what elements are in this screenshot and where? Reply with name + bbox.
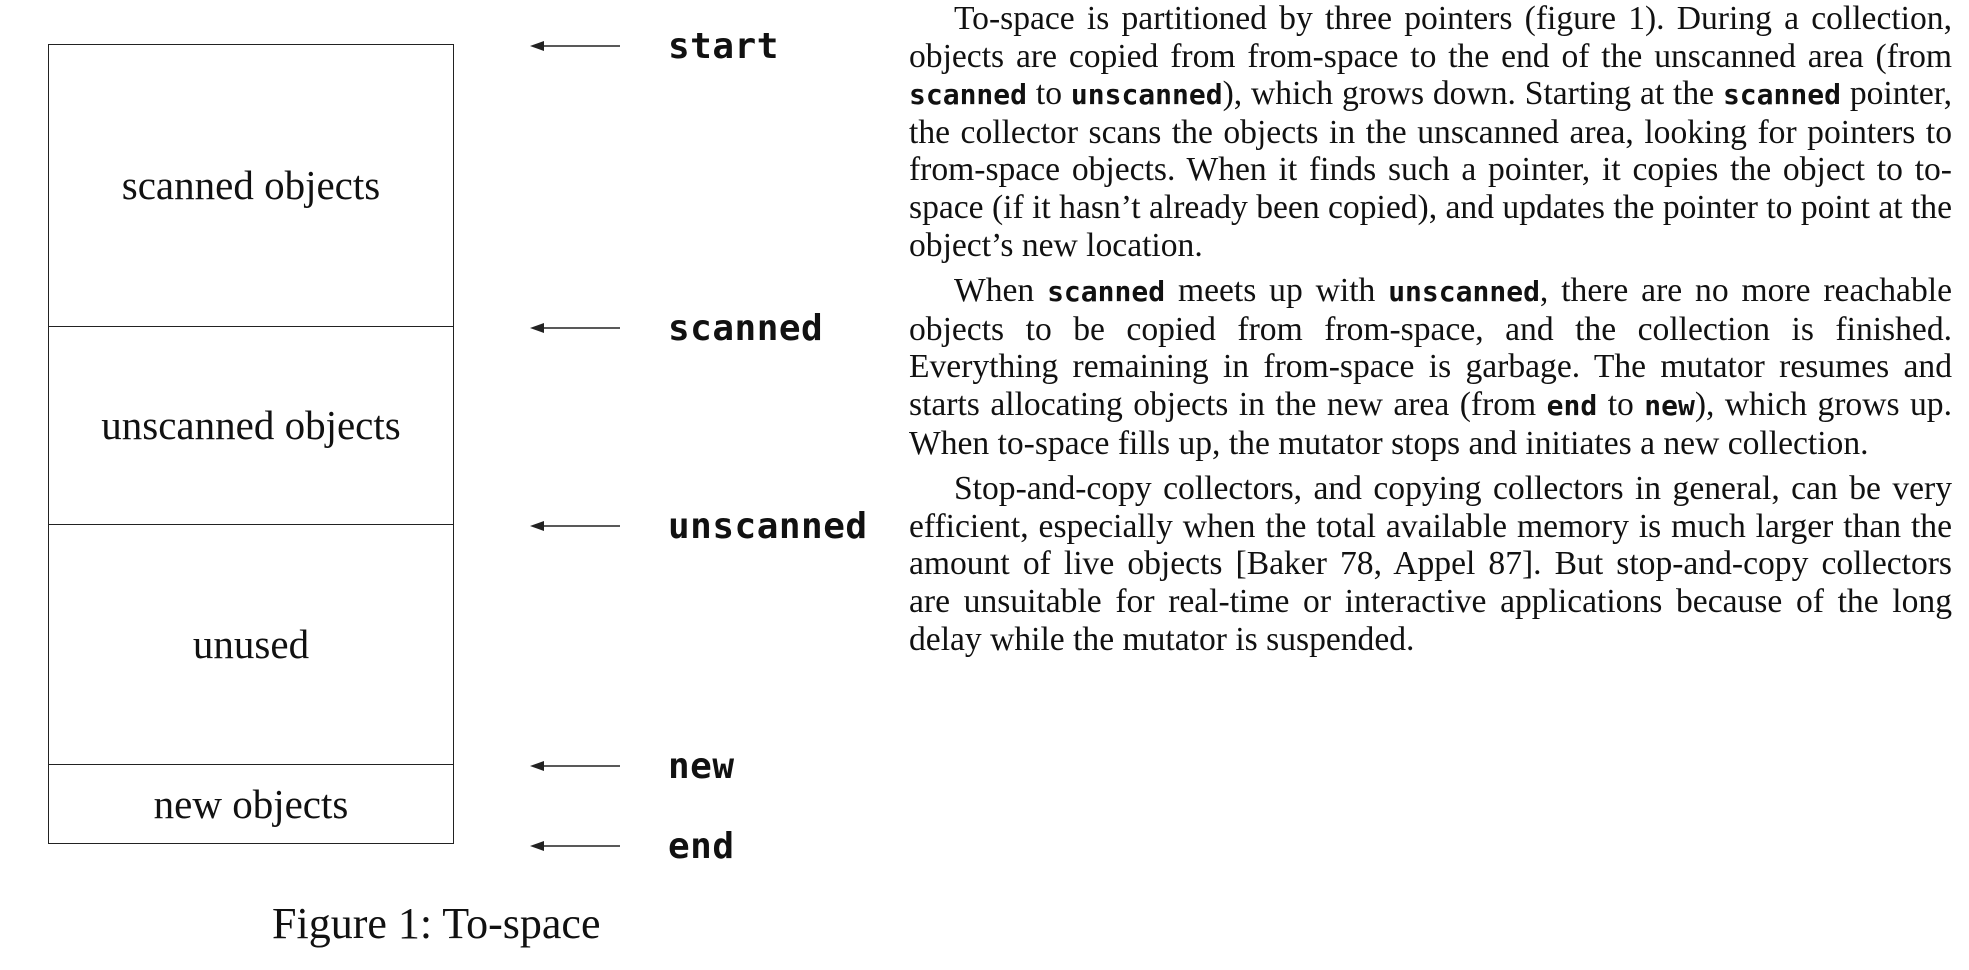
figure-caption: Figure 1: To-space bbox=[272, 899, 601, 948]
pointer-start bbox=[530, 24, 779, 68]
pointer-label-new: new bbox=[668, 745, 735, 787]
paragraph: When scanned meets up with unscanned, there are no more reachable objects to be copied from from-space, and the collection is finished. Everything remaining in from-space is garbage. The mutator resumes and starts allocating objects in the new area (from end to new), which grows up. When to-space fills up, the mutator stops and initiates a new collection. bbox=[909, 272, 1952, 462]
pointer-end bbox=[530, 824, 735, 868]
scanned-objects-region bbox=[48, 44, 454, 326]
region-label-new-objects: new objects bbox=[153, 781, 349, 827]
left-arrow-icon bbox=[530, 36, 620, 56]
paragraph: Stop-and-copy collectors, and copying collectors in general, can be very efficient, especially when the total available memory is much larger than the amount of live objects [Baker 78, Appel 87]. But stop-and-copy collectors are unsuitable for real-time or interactive applications because of the long delay while the mutator is suspended. bbox=[909, 470, 1952, 658]
inline-code: scanned bbox=[1722, 78, 1841, 112]
inline-code: unscanned bbox=[1388, 275, 1540, 309]
unused-region bbox=[48, 524, 454, 764]
left-arrow-icon bbox=[530, 836, 620, 856]
body-text bbox=[909, 0, 1952, 658]
left-arrow-icon bbox=[530, 756, 620, 776]
pointer-scanned bbox=[530, 306, 823, 350]
inline-code: scanned bbox=[909, 78, 1028, 112]
pointer-unscanned bbox=[530, 504, 868, 548]
unscanned-objects-region bbox=[48, 326, 454, 524]
pointer-label-scanned: scanned bbox=[668, 307, 824, 349]
pointer-label-end: end bbox=[668, 825, 735, 867]
pointer-label-unscanned: unscanned bbox=[668, 505, 868, 547]
region-label-unused: unused bbox=[192, 621, 310, 667]
inline-code: new bbox=[1644, 388, 1695, 422]
paragraph: To-space is partitioned by three pointers (figure 1). During a collection, objects are copied from from-space to the end of the unscanned area (from scanned to unscanned), which grows down. Starting at the scanned pointer, the collector scans the objects in the unscanned area, looking for pointers to from-space objects. When it finds such a pointer, it copies the object to to-space (if it hasn’t already been copied), and updates the pointer to point at the object’s new location. bbox=[909, 0, 1952, 264]
inline-code: end bbox=[1546, 388, 1598, 422]
region-label-scanned-objects: scanned objects bbox=[121, 162, 381, 208]
new-objects-region bbox=[48, 764, 454, 844]
inline-code: scanned bbox=[1047, 275, 1166, 309]
region-label-unscanned-objects: unscanned objects bbox=[101, 402, 401, 448]
pointer-label-start: start bbox=[668, 25, 779, 67]
pointer-new bbox=[530, 744, 735, 788]
left-arrow-icon bbox=[530, 318, 620, 338]
inline-code: unscanned bbox=[1070, 78, 1223, 112]
left-arrow-icon bbox=[530, 516, 620, 536]
